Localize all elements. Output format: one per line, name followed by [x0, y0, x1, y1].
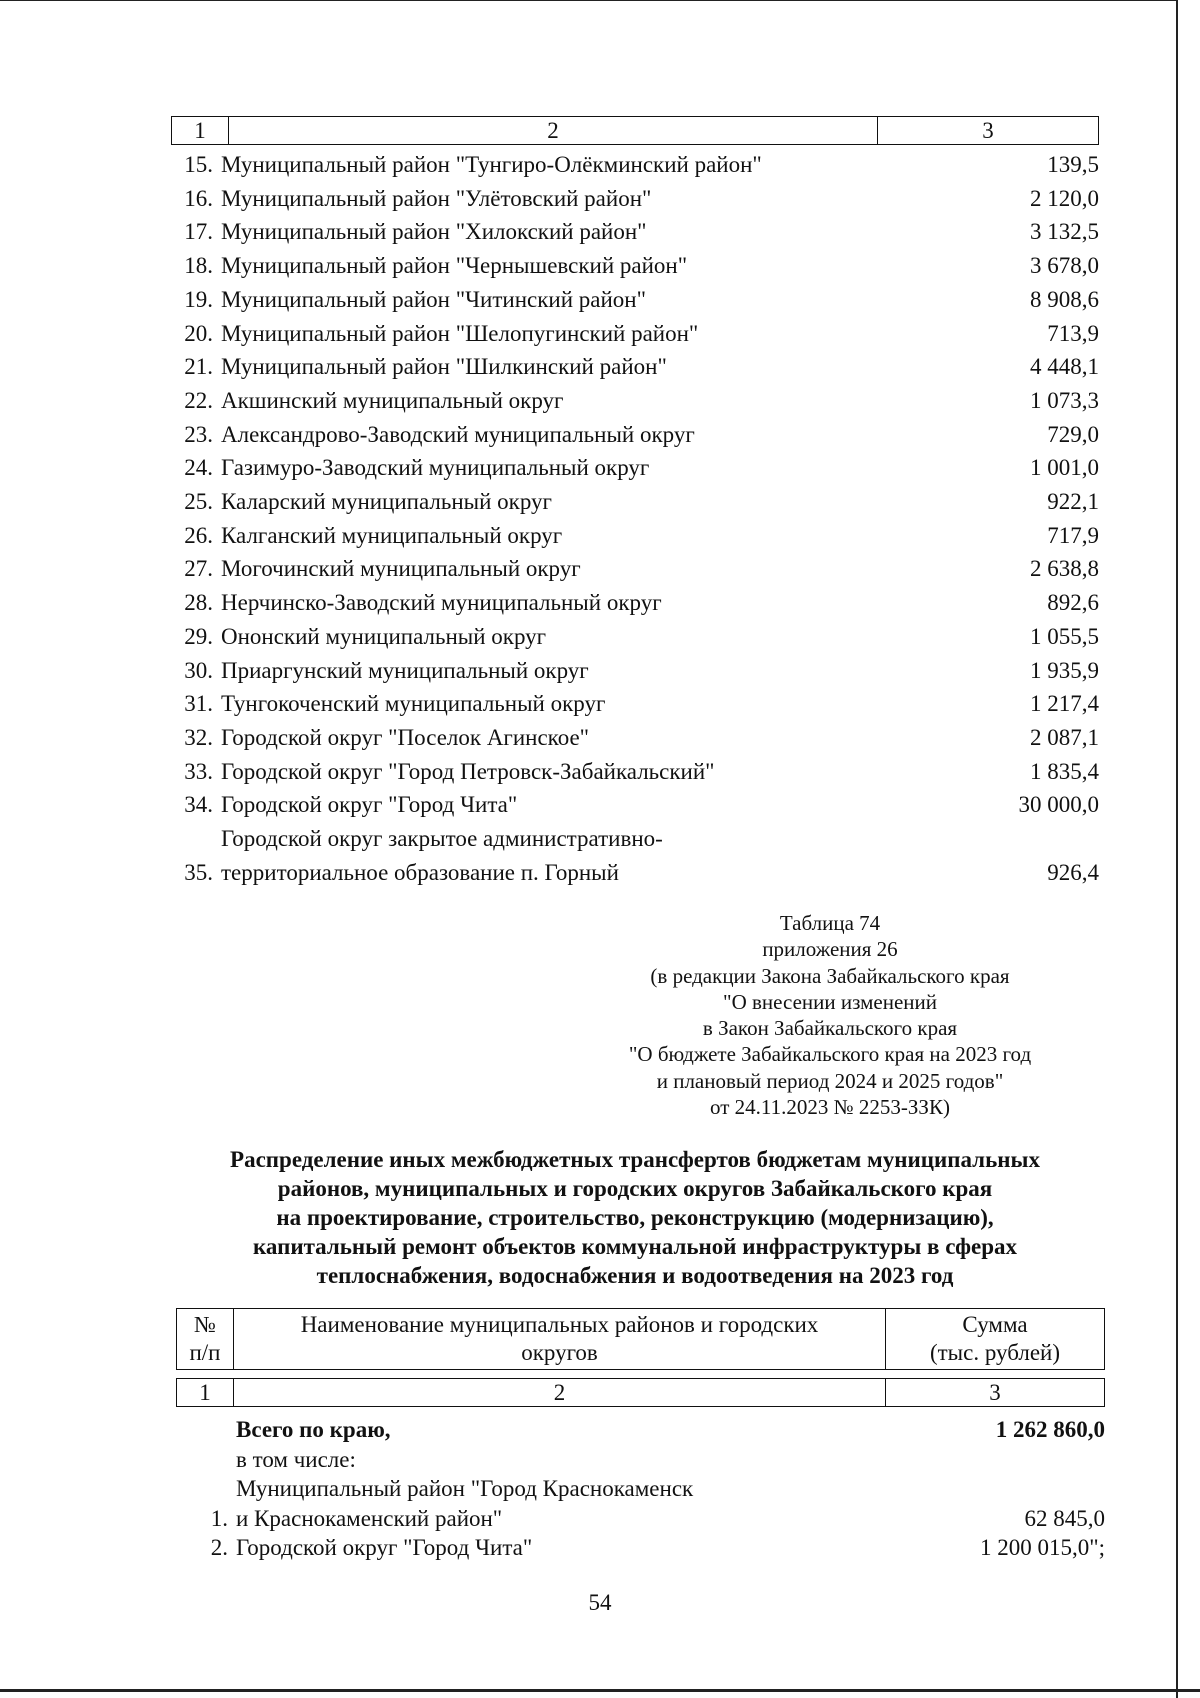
table-row	[171, 721, 1099, 755]
row-number: 18.	[184, 253, 213, 279]
caption-line-6: "О бюджете Забайкальского края на 2023 год	[628, 1042, 1032, 1067]
table-row	[176, 1533, 1105, 1563]
table-row	[171, 350, 1099, 384]
row-name: Муниципальный район "Хилокский район"	[221, 219, 647, 245]
top-header-col-3: 3	[982, 117, 994, 143]
row-name	[236, 1474, 905, 1533]
row-value: 1 200 015,0";	[979, 1535, 1105, 1560]
top-table-body	[171, 148, 1099, 889]
table-row	[171, 687, 1099, 721]
title-line-1: Распределение иных межбюджетных трансфертов бюджетам муниципальных	[230, 1147, 1040, 1172]
row-name: Тунгокоченский муниципальный округ	[221, 691, 606, 717]
document-title	[170, 1145, 1100, 1290]
row-value: 3 678,0	[1030, 253, 1099, 279]
row-name: Муниципальный район "Шилкинский район"	[221, 354, 667, 380]
table-row	[171, 788, 1099, 822]
total-label: Всего по краю,	[236, 1417, 391, 1442]
column-number-3: 3	[989, 1379, 1001, 1405]
header-sum-line-2: (тыс. рублей)	[929, 1340, 1061, 1365]
row-value: 8 908,6	[1030, 286, 1099, 312]
title-line-4: капитальный ремонт объектов коммунальной инфраструктуры в сферах	[252, 1234, 1018, 1259]
page-border-top	[0, 0, 1177, 1]
row-value: 926,4	[1047, 859, 1099, 885]
header-name-col	[234, 1309, 886, 1369]
row-name: Муниципальный район "Тунгиро-Олёкминский район"	[221, 152, 762, 177]
row-value: 892,6	[1047, 590, 1099, 616]
table-row	[171, 654, 1099, 688]
row-number: 32.	[184, 724, 213, 750]
table-row	[171, 148, 1099, 182]
row-number: 33.	[184, 758, 213, 784]
title-line-5: теплоснабжения, водоснабжения и водоотведения на 2023 год	[316, 1263, 954, 1288]
table-row	[171, 586, 1099, 620]
row-value: 2 120,0	[1030, 185, 1099, 211]
row-name: Городской округ "Город Петровск-Забайкальский"	[221, 758, 715, 784]
row-number: 34.	[184, 792, 213, 818]
total-row-number	[176, 1415, 236, 1445]
row-name: Газимуро-Заводский муниципальный округ	[221, 455, 650, 481]
row-name: Муниципальный район "Шелопугинский район"	[221, 320, 699, 346]
header-name-line-2: округов	[521, 1340, 598, 1365]
row-value: 3 132,5	[1030, 219, 1099, 245]
row-name: Городской округ "Город Чита"	[236, 1535, 533, 1560]
row-value: 713,9	[1047, 320, 1099, 346]
row-number: 19.	[184, 286, 213, 312]
row-value: 1 001,0	[1030, 455, 1099, 481]
row-name: Муниципальный район "Чернышевский район"	[221, 253, 688, 279]
table-row	[171, 485, 1099, 519]
table-row	[171, 182, 1099, 216]
including-label: в том числе:	[236, 1446, 356, 1472]
row-name: Калганский муниципальный округ	[221, 522, 563, 548]
row-number: 30.	[184, 657, 213, 683]
table-row	[171, 620, 1099, 654]
caption-line-5: в Закон Забайкальского края	[702, 1016, 958, 1041]
page-number: 54	[588, 1590, 612, 1615]
table-row	[176, 1474, 1105, 1533]
row-name-line-2: и Краснокаменский район"	[236, 1505, 503, 1531]
row-number: 23.	[184, 421, 213, 447]
page-border-right	[1176, 0, 1178, 1698]
column-number-row	[176, 1378, 1105, 1407]
row-number: 1.	[210, 1505, 228, 1531]
distribution-table-body	[176, 1415, 1105, 1563]
distribution-table	[176, 1308, 1105, 1563]
row-name: Каларский муниципальный округ	[221, 489, 552, 515]
table-row	[171, 384, 1099, 418]
row-value: 2 638,8	[1030, 556, 1099, 582]
row-number: 29.	[184, 623, 213, 649]
including-row	[176, 1445, 1105, 1475]
row-number: 28.	[184, 590, 213, 616]
caption-line-3: (в редакции Закона Забайкальского края	[650, 963, 1010, 988]
header-number-col	[177, 1309, 234, 1369]
title-line-3: на проектирование, строительство, реконструкцию (модернизацию),	[276, 1205, 994, 1230]
row-value: 30 000,0	[1018, 792, 1099, 818]
row-value: 729,0	[1047, 421, 1099, 447]
header-sum-col	[886, 1309, 1104, 1369]
header-number-line-1: №	[194, 1312, 216, 1337]
row-name: Муниципальный район "Улётовский район"	[221, 185, 652, 211]
row-number: 26.	[184, 522, 213, 548]
row-number: 24.	[184, 455, 213, 481]
column-number-1: 1	[177, 1379, 234, 1406]
table-row	[171, 755, 1099, 789]
row-number: 2.	[210, 1535, 228, 1560]
caption-line-8: от 24.11.2023 № 2253-ЗЗК)	[710, 1095, 950, 1120]
row-name: Александрово-Заводский муниципальный округ	[221, 421, 695, 447]
header-name-line-1: Наименование муниципальных районов и городских	[300, 1312, 819, 1337]
row-name: Городской округ "Город Чита"	[221, 792, 518, 818]
table-row-35	[171, 822, 1099, 889]
row-value: 717,9	[1047, 522, 1099, 548]
table-row	[171, 519, 1099, 553]
table-caption	[560, 910, 1100, 1120]
caption-line-4: "О внесении изменений	[723, 989, 937, 1014]
row-name: Акшинский муниципальный округ	[221, 387, 564, 413]
row-value: 1 835,4	[1030, 758, 1099, 784]
page-border-bottom	[0, 1689, 1200, 1692]
row-number: 17.	[184, 219, 213, 245]
row-number: 31.	[184, 691, 213, 717]
table-row	[171, 317, 1099, 351]
row-value: 2 087,1	[1030, 724, 1099, 750]
table-row	[171, 451, 1099, 485]
top-header-col-2: 2	[229, 117, 878, 144]
row-number: 35.	[184, 859, 213, 885]
row-value: 62 845,0	[1024, 1505, 1105, 1531]
table-row	[171, 249, 1099, 283]
row-name	[221, 822, 899, 889]
column-number-2: 2	[234, 1379, 886, 1406]
row-name-line-1: Муниципальный район "Город Краснокаменск	[236, 1476, 694, 1501]
header-sum-line-1: Сумма	[962, 1312, 1028, 1337]
row-value: 139,5	[1047, 152, 1099, 177]
header-number-line-2: п/п	[189, 1340, 221, 1365]
total-row	[176, 1415, 1105, 1445]
row-number: 20.	[184, 320, 213, 346]
top-table-header	[171, 116, 1099, 145]
row-name-line-2: территориальное образование п. Горный	[221, 859, 619, 885]
row-name: Муниципальный район "Читинский район"	[221, 286, 646, 312]
row-number: 27.	[184, 556, 213, 582]
row-name: Нерчинско-Заводский муниципальный округ	[221, 590, 662, 616]
table-row	[171, 552, 1099, 586]
top-header-col-1: 1	[172, 117, 229, 144]
distribution-table-header	[176, 1308, 1105, 1370]
caption-line-1: Таблица 74	[779, 911, 881, 935]
row-number: 15.	[184, 152, 213, 177]
row-name: Могочинский муниципальный округ	[221, 556, 581, 582]
row-name: Приаргунский муниципальный округ	[221, 657, 589, 683]
row-number: 22.	[184, 387, 213, 413]
row-value: 1 935,9	[1030, 657, 1099, 683]
total-value: 1 262 860,0	[995, 1417, 1105, 1442]
row-value: 1 073,3	[1030, 387, 1099, 413]
row-name: Городской округ "Поселок Агинское"	[221, 724, 590, 750]
row-value: 922,1	[1047, 489, 1099, 515]
row-name: Ононский муниципальный округ	[221, 623, 547, 649]
row-value: 4 448,1	[1030, 354, 1099, 380]
including-row-number	[176, 1445, 236, 1475]
row-value: 1 217,4	[1030, 691, 1099, 717]
caption-line-2: приложения 26	[762, 937, 898, 962]
title-line-2: районов, муниципальных и городских округов Забайкальского края	[277, 1176, 993, 1201]
row-number: 21.	[184, 354, 213, 380]
row-value: 1 055,5	[1030, 623, 1099, 649]
table-row	[171, 215, 1099, 249]
row-number: 25.	[184, 489, 213, 515]
row-name-line-1: Городской округ закрытое административно-	[221, 826, 663, 852]
table-row	[171, 418, 1099, 452]
table-row	[171, 283, 1099, 317]
including-value	[905, 1445, 1105, 1475]
row-number: 16.	[184, 185, 213, 211]
caption-line-7: и плановый период 2024 и 2025 годов"	[656, 1068, 1004, 1093]
